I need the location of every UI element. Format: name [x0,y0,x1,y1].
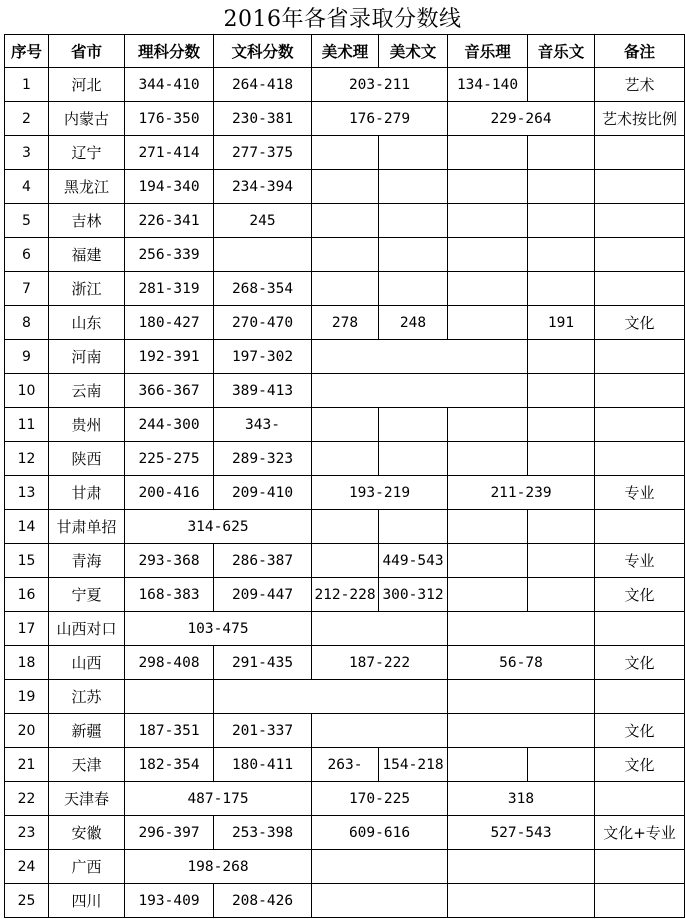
score-cell: 198-268 [125,850,312,884]
table-row [5,272,685,306]
score-cell [448,680,595,714]
score-cell [595,612,685,646]
score-cell: 艺术按比例 [595,102,685,136]
table-row [5,476,685,510]
score-cell: 268-354 [214,272,312,306]
score-cell: 192-391 [125,340,214,374]
score-cell: 193-219 [312,476,448,510]
score-cell: 609-616 [312,816,448,850]
header-cell: 美术文 [379,35,448,68]
score-cell: 263- [312,748,379,782]
score-cell: 300-312 [379,578,448,612]
score-cell [595,782,685,816]
province-cell: 甘肃 [49,476,125,510]
score-cell [312,374,528,408]
table-row [5,646,685,680]
score-cell [595,272,685,306]
table-row [5,306,685,340]
row-number-cell: 13 [5,476,49,510]
province-cell: 吉林 [49,204,125,238]
province-cell: 山西对口 [49,612,125,646]
score-cell: 389-413 [214,374,312,408]
header-cell: 序号 [5,35,49,68]
score-cell: 182-354 [125,748,214,782]
score-cell: 56-78 [448,646,595,680]
score-cell: 文化 [595,646,685,680]
score-cell [595,340,685,374]
score-cell [379,510,448,544]
row-number-cell: 14 [5,510,49,544]
score-cell [448,442,528,476]
score-cell [595,510,685,544]
header-cell: 省市 [49,35,125,68]
table-row [5,544,685,578]
score-cell: 244-300 [125,408,214,442]
row-number-cell: 21 [5,748,49,782]
province-cell: 天津春 [49,782,125,816]
score-cell: 文化+专业 [595,816,685,850]
score-cell: 449-543 [379,544,448,578]
score-cell [448,204,528,238]
score-cell: 专业 [595,544,685,578]
province-cell: 陕西 [49,442,125,476]
province-cell: 安徽 [49,816,125,850]
score-cell: 文化 [595,306,685,340]
row-number-cell: 22 [5,782,49,816]
table-row [5,408,685,442]
score-cell: 168-383 [125,578,214,612]
row-number-cell: 19 [5,680,49,714]
score-cell: 296-397 [125,816,214,850]
row-number-cell: 18 [5,646,49,680]
score-cell: 343- [214,408,312,442]
score-cell [528,204,595,238]
score-cell [528,748,595,782]
score-cell: 211-239 [448,476,595,510]
score-cell: 180-411 [214,748,312,782]
score-cell [448,884,595,918]
score-cell: 103-475 [125,612,312,646]
row-number-cell: 3 [5,136,49,170]
score-cell [448,136,528,170]
province-cell: 青海 [49,544,125,578]
province-cell: 黑龙江 [49,170,125,204]
score-cell: 234-394 [214,170,312,204]
score-cell [312,340,528,374]
score-cell [312,204,379,238]
row-number-cell: 1 [5,68,49,102]
score-cell: 366-367 [125,374,214,408]
province-cell: 四川 [49,884,125,918]
province-cell: 云南 [49,374,125,408]
score-cell: 203-211 [312,68,448,102]
province-cell: 甘肃单招 [49,510,125,544]
row-number-cell: 12 [5,442,49,476]
row-number-cell: 9 [5,340,49,374]
score-cell: 291-435 [214,646,312,680]
table-row [5,612,685,646]
table-row [5,714,685,748]
table-row [5,884,685,918]
table-row [5,136,685,170]
score-cell: 264-418 [214,68,312,102]
score-cell: 487-175 [125,782,312,816]
page-title: 2016年各省录取分数线 [223,7,462,32]
score-cell: 187-222 [312,646,448,680]
score-cell: 289-323 [214,442,312,476]
row-number-cell: 5 [5,204,49,238]
score-cell [595,238,685,272]
score-cell [528,136,595,170]
score-cell [528,374,595,408]
score-cell: 527-543 [448,816,595,850]
row-number-cell: 25 [5,884,49,918]
score-cell: 201-337 [214,714,312,748]
table-row [5,748,685,782]
score-cell: 文化 [595,748,685,782]
score-cell: 文化 [595,714,685,748]
row-number-cell: 17 [5,612,49,646]
score-cell [528,238,595,272]
score-cell [528,544,595,578]
province-cell: 浙江 [49,272,125,306]
table-row [5,68,685,102]
score-cell [312,136,379,170]
score-cell [595,408,685,442]
score-cell [448,238,528,272]
score-cell: 344-410 [125,68,214,102]
row-number-cell: 23 [5,816,49,850]
score-cell [214,680,448,714]
score-cell [528,578,595,612]
score-cell: 艺术 [595,68,685,102]
score-cell: 226-341 [125,204,214,238]
province-cell: 贵州 [49,408,125,442]
score-cell [312,408,379,442]
table-header-row [5,35,685,68]
score-cell: 187-351 [125,714,214,748]
score-cell: 248 [379,306,448,340]
score-cell: 225-275 [125,442,214,476]
province-cell: 新疆 [49,714,125,748]
score-cell [312,170,379,204]
row-number-cell: 15 [5,544,49,578]
province-cell: 江苏 [49,680,125,714]
score-cell [312,850,448,884]
score-cell: 314-625 [125,510,312,544]
score-cell: 专业 [595,476,685,510]
score-cell: 318 [448,782,595,816]
score-cell [448,714,595,748]
score-cell [312,884,448,918]
score-cell: 文化 [595,578,685,612]
table-row [5,102,685,136]
score-cell: 270-470 [214,306,312,340]
score-cell: 176-350 [125,102,214,136]
province-cell: 广西 [49,850,125,884]
score-cell: 253-398 [214,816,312,850]
score-cell: 194-340 [125,170,214,204]
score-cell [379,204,448,238]
row-number-cell: 20 [5,714,49,748]
row-number-cell: 16 [5,578,49,612]
score-cell: 200-416 [125,476,214,510]
score-cell [448,578,528,612]
score-cell [448,272,528,306]
province-cell: 内蒙古 [49,102,125,136]
header-cell: 备注 [595,35,685,68]
row-number-cell: 8 [5,306,49,340]
score-cell: 278 [312,306,379,340]
score-cell [528,272,595,306]
score-cell [214,238,312,272]
score-cell [528,510,595,544]
admission-score-table [4,34,685,918]
score-cell [379,238,448,272]
score-cell: 281-319 [125,272,214,306]
province-cell: 河北 [49,68,125,102]
score-cell: 212-228 [312,578,379,612]
score-cell [595,680,685,714]
score-cell [528,408,595,442]
table-row [5,578,685,612]
province-cell: 福建 [49,238,125,272]
table-row [5,510,685,544]
score-cell: 208-426 [214,884,312,918]
table-row [5,340,685,374]
table-row [5,850,685,884]
province-cell: 河南 [49,340,125,374]
score-cell [312,238,379,272]
row-number-cell: 4 [5,170,49,204]
score-cell: 256-339 [125,238,214,272]
table-row [5,782,685,816]
score-cell [312,714,448,748]
score-cell [448,170,528,204]
score-cell [448,850,595,884]
row-number-cell: 7 [5,272,49,306]
row-number-cell: 2 [5,102,49,136]
score-cell [595,204,685,238]
score-cell [312,272,379,306]
table-row [5,204,685,238]
score-cell: 209-447 [214,578,312,612]
score-cell: 277-375 [214,136,312,170]
row-number-cell: 11 [5,408,49,442]
score-cell [379,136,448,170]
province-cell: 天津 [49,748,125,782]
score-cell [379,408,448,442]
score-cell [448,544,528,578]
score-cell [448,748,528,782]
score-cell [528,340,595,374]
score-cell [312,544,379,578]
table-row [5,442,685,476]
score-cell [595,442,685,476]
header-cell: 音乐理 [448,35,528,68]
score-cell: 191 [528,306,595,340]
score-cell: 286-387 [214,544,312,578]
table-row [5,170,685,204]
score-cell [595,850,685,884]
score-cell: 271-414 [125,136,214,170]
score-cell [448,510,528,544]
score-cell [595,884,685,918]
score-cell: 134-140 [448,68,528,102]
province-cell: 辽宁 [49,136,125,170]
header-cell: 文科分数 [214,35,312,68]
table-row [5,816,685,850]
score-cell: 193-409 [125,884,214,918]
province-cell: 山西 [49,646,125,680]
score-cell: 209-410 [214,476,312,510]
score-cell: 230-381 [214,102,312,136]
score-cell [448,306,528,340]
header-cell: 美术理 [312,35,379,68]
table-row [5,680,685,714]
score-cell: 245 [214,204,312,238]
score-cell: 197-302 [214,340,312,374]
score-cell [448,612,595,646]
header-cell: 音乐文 [528,35,595,68]
score-cell [448,408,528,442]
score-cell [379,272,448,306]
score-cell: 170-225 [312,782,448,816]
row-number-cell: 10 [5,374,49,408]
score-cell: 293-368 [125,544,214,578]
score-cell: 176-279 [312,102,448,136]
score-cell [595,136,685,170]
table-row [5,238,685,272]
score-cell [379,170,448,204]
row-number-cell: 6 [5,238,49,272]
score-cell [595,170,685,204]
header-cell: 理科分数 [125,35,214,68]
score-cell [125,680,214,714]
province-cell: 山东 [49,306,125,340]
score-cell [312,510,379,544]
score-cell [528,442,595,476]
score-cell [379,442,448,476]
score-cell [312,612,448,646]
table-row [5,374,685,408]
score-cell: 180-427 [125,306,214,340]
row-number-cell: 24 [5,850,49,884]
score-cell [312,442,379,476]
province-cell: 宁夏 [49,578,125,612]
score-cell [595,374,685,408]
score-cell: 154-218 [379,748,448,782]
score-cell [528,68,595,102]
score-cell: 229-264 [448,102,595,136]
score-cell [528,170,595,204]
score-cell: 298-408 [125,646,214,680]
